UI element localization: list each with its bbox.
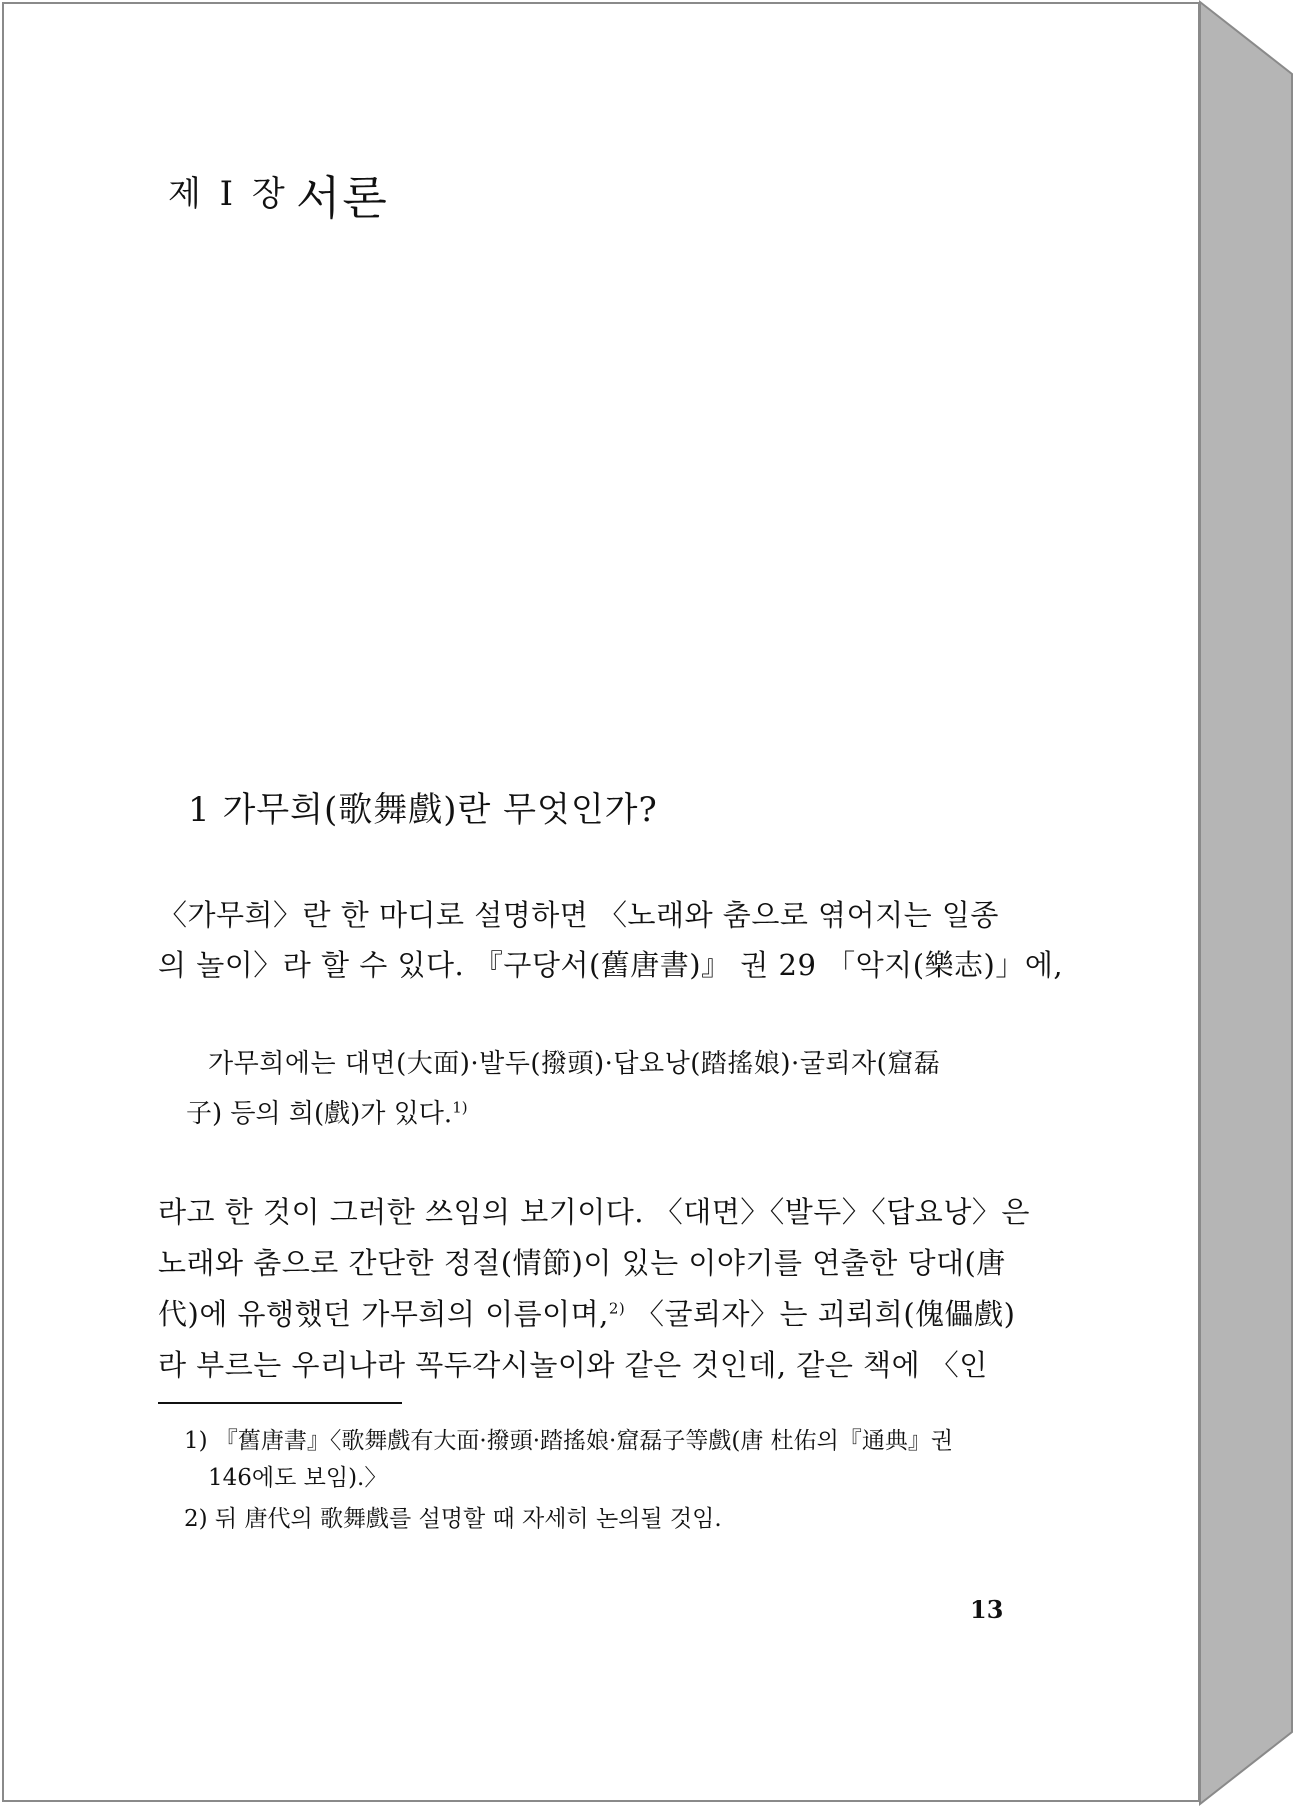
section-heading: 1 가무희(歌舞戲)란 무엇인가? xyxy=(188,790,658,830)
paragraph-2-line-1: 라고 한 것이 그러한 쓰임의 보기이다. 〈대면〉〈발두〉〈답요낭〉은 xyxy=(158,1195,1030,1229)
paragraph-2-line-4: 라 부르는 우리나라 꼭두각시놀이와 같은 것인데, 같은 책에 〈인 xyxy=(158,1348,988,1382)
footnote-marker-1: 1) xyxy=(452,1098,468,1117)
paragraph-1-line-2: 의 놀이〉라 할 수 있다. 『구당서(舊唐書)』 권 29 「악지(樂志)」에, xyxy=(158,948,1064,982)
page-number: 13 xyxy=(970,1595,1004,1624)
footnote-marker-2: 2) xyxy=(608,1299,626,1318)
paragraph-2-line-3-part-a: 代)에 유행했던 가무희의 이름이며, xyxy=(158,1297,609,1331)
footnote-2: 2) 뒤 唐代의 歌舞戲를 설명할 때 자세히 논의될 것임. xyxy=(184,1506,722,1532)
paragraph-1-line-1: 〈가무희〉란 한 마디로 설명하면 〈노래와 춤으로 엮어지는 일종 xyxy=(158,898,999,932)
footnote-1-line-1: 1) 『舊唐書』〈歌舞戲有大面·撥頭·踏搖娘·窟磊子等戲(唐 杜佑의『通典』권 xyxy=(184,1428,954,1454)
chapter-title: 서론 xyxy=(296,171,389,225)
quote-line-1: 가무희에는 대면(大面)·발두(撥頭)·답요낭(踏搖娘)·굴뢰자(窟磊 xyxy=(208,1049,941,1079)
paragraph-2-line-3-part-b: 〈굴뢰자〉는 괴뢰희(傀儡戲) xyxy=(625,1297,1016,1331)
paragraph-2-line-2: 노래와 춤으로 간단한 정절(情節)이 있는 이야기를 연출한 당대(唐 xyxy=(158,1246,1006,1280)
footnote-divider xyxy=(158,1402,402,1404)
quote-line-2-text: 子) 등의 희(戲)가 있다. xyxy=(186,1099,453,1129)
chapter-number: 제 I 장 xyxy=(168,174,289,214)
quote-line-2 xyxy=(186,1093,468,1130)
footnote-1-line-2: 146에도 보임).〉 xyxy=(208,1465,388,1491)
paragraph-2-line-3 xyxy=(158,1292,1015,1333)
